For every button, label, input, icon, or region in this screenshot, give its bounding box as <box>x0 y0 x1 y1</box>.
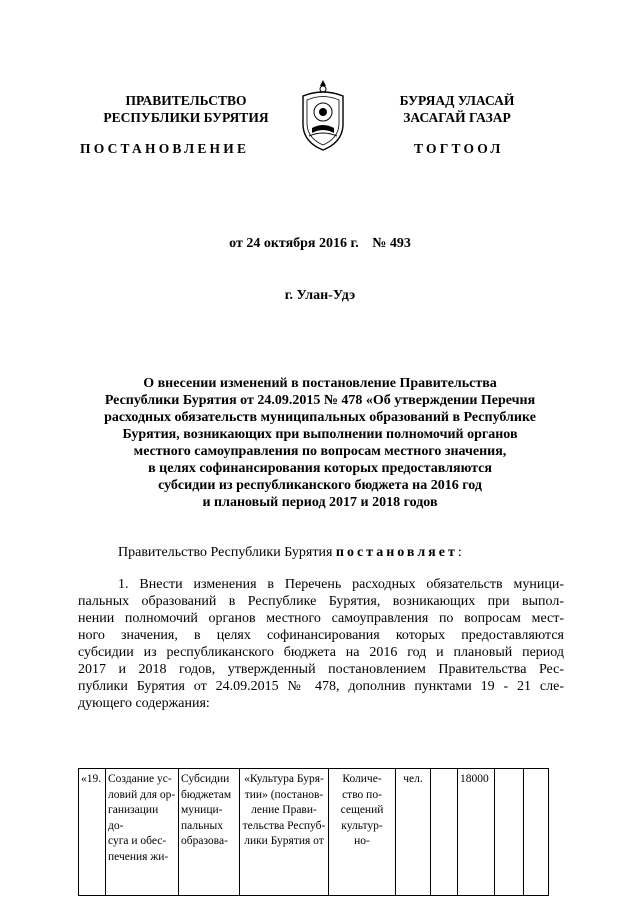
table-cell-unit: чел. <box>396 769 431 896</box>
issuer-left <box>96 92 276 126</box>
city: г. Улан-Удэ <box>284 288 356 303</box>
cell-line: ганизации до- <box>108 804 159 832</box>
cell-line: сещений <box>340 804 384 816</box>
document-title <box>80 375 560 511</box>
table-cell-program <box>240 769 329 896</box>
title-line: расходных обязательств муниципальных образований в Республике <box>104 410 536 425</box>
cell-line: ство по- <box>342 788 382 801</box>
obligations-table <box>78 768 549 896</box>
point-1-paragraph <box>78 576 564 712</box>
title-line: Республики Бурятия от 24.09.2015 № 478 «Об утверждении Перечня <box>104 393 536 408</box>
cell-line: но- <box>354 835 370 847</box>
cell-line: Количе- <box>342 773 382 785</box>
doc-type-left: ПОСТАНОВЛЕНИЕ <box>80 141 250 156</box>
point-line: субсидии из республиканского бюджета на 2016 год и плановый период <box>78 645 564 660</box>
title-line: Бурятия, возникающих при выполнении полномочий органов <box>122 427 518 442</box>
cell-line: образова- <box>181 835 228 847</box>
document-date: от 24 октября 2016 г. <box>229 236 359 251</box>
resolve-paragraph <box>118 544 578 561</box>
date-number-line <box>0 236 640 252</box>
doc-type-right: ТОГТООЛ <box>414 141 504 156</box>
document-number: № 493 <box>372 236 411 251</box>
title-line: в целях софинансирования которых предоставляются <box>148 461 492 476</box>
point-line: публики Бурятия от 24.09.2015 № 478, дополнив пунктами 19 - 21 сле- <box>78 679 564 694</box>
point-line: нении полномочий органов местного самоуправления по вопросам мест- <box>78 611 564 626</box>
cell-line: лики Бурятия от <box>244 835 324 847</box>
cell-line: тии» (постанов- <box>244 788 324 801</box>
table-cell-number: «19. <box>79 769 106 896</box>
title-line: местного самоуправления по вопросам местного значения, <box>133 444 507 459</box>
point-line: дующего содержания: <box>78 696 210 711</box>
table-cell-empty <box>524 769 549 896</box>
title-line: О внесении изменений в постановление Правительства <box>143 376 497 391</box>
table-row <box>79 769 549 896</box>
cell-line: ловий для ор- <box>108 788 176 801</box>
cell-line: печения жи- <box>108 850 169 863</box>
issuer-left-line1: ПРАВИТЕЛЬСТВО <box>125 93 247 108</box>
cell-line: тельства Респуб- <box>242 819 326 832</box>
title-line: субсидии из республиканского бюджета на 2016 год <box>158 478 482 493</box>
cell-line: пальных <box>181 819 223 832</box>
issuer-left-line2: РЕСПУБЛИКИ БУРЯТИЯ <box>103 110 269 125</box>
table-cell-empty <box>495 769 524 896</box>
resolve-suffix: : <box>457 545 462 560</box>
cell-line: Создание ус- <box>108 773 172 785</box>
title-line: и плановый период 2017 и 2018 годов <box>202 495 438 510</box>
cell-line: муници- <box>181 804 223 816</box>
table-cell-indicator <box>329 769 396 896</box>
cell-line: Субсидии <box>181 773 230 785</box>
issuer-right-line2: ЗАСАГАЙ ГАЗАР <box>403 110 511 125</box>
table-cell-subsidy <box>179 769 240 896</box>
coat-of-arms-icon <box>295 78 351 152</box>
resolve-keyword: постановляет <box>335 545 458 560</box>
table-cell-value: 18000 <box>458 769 495 896</box>
cell-line: бюджетам <box>181 788 232 801</box>
point-line: пальных образований в Республике Бурятия, возникающих при выпол- <box>78 594 564 609</box>
issuer-right-line1: БУРЯАД УЛАСАЙ <box>399 93 515 108</box>
point-line: 1. Внести изменения в Перечень расходных обязательств муници- <box>118 577 564 592</box>
cell-line: «Культура Буря- <box>244 773 324 785</box>
cell-line: ление Прави- <box>251 804 317 816</box>
table-cell-obligation <box>106 769 179 896</box>
point-line: 2017 и 2018 годов, утвержденный постановлением Правительства Рес- <box>78 662 564 677</box>
issuer-right <box>372 92 542 126</box>
resolve-prefix: Правительство Республики Бурятия <box>118 545 336 560</box>
point-line: ного значения, в целях софинансирования которых предоставляются <box>78 628 564 643</box>
cell-line: культур- <box>341 819 383 832</box>
table-cell-empty <box>431 769 458 896</box>
cell-line: суга и обес- <box>108 835 167 847</box>
